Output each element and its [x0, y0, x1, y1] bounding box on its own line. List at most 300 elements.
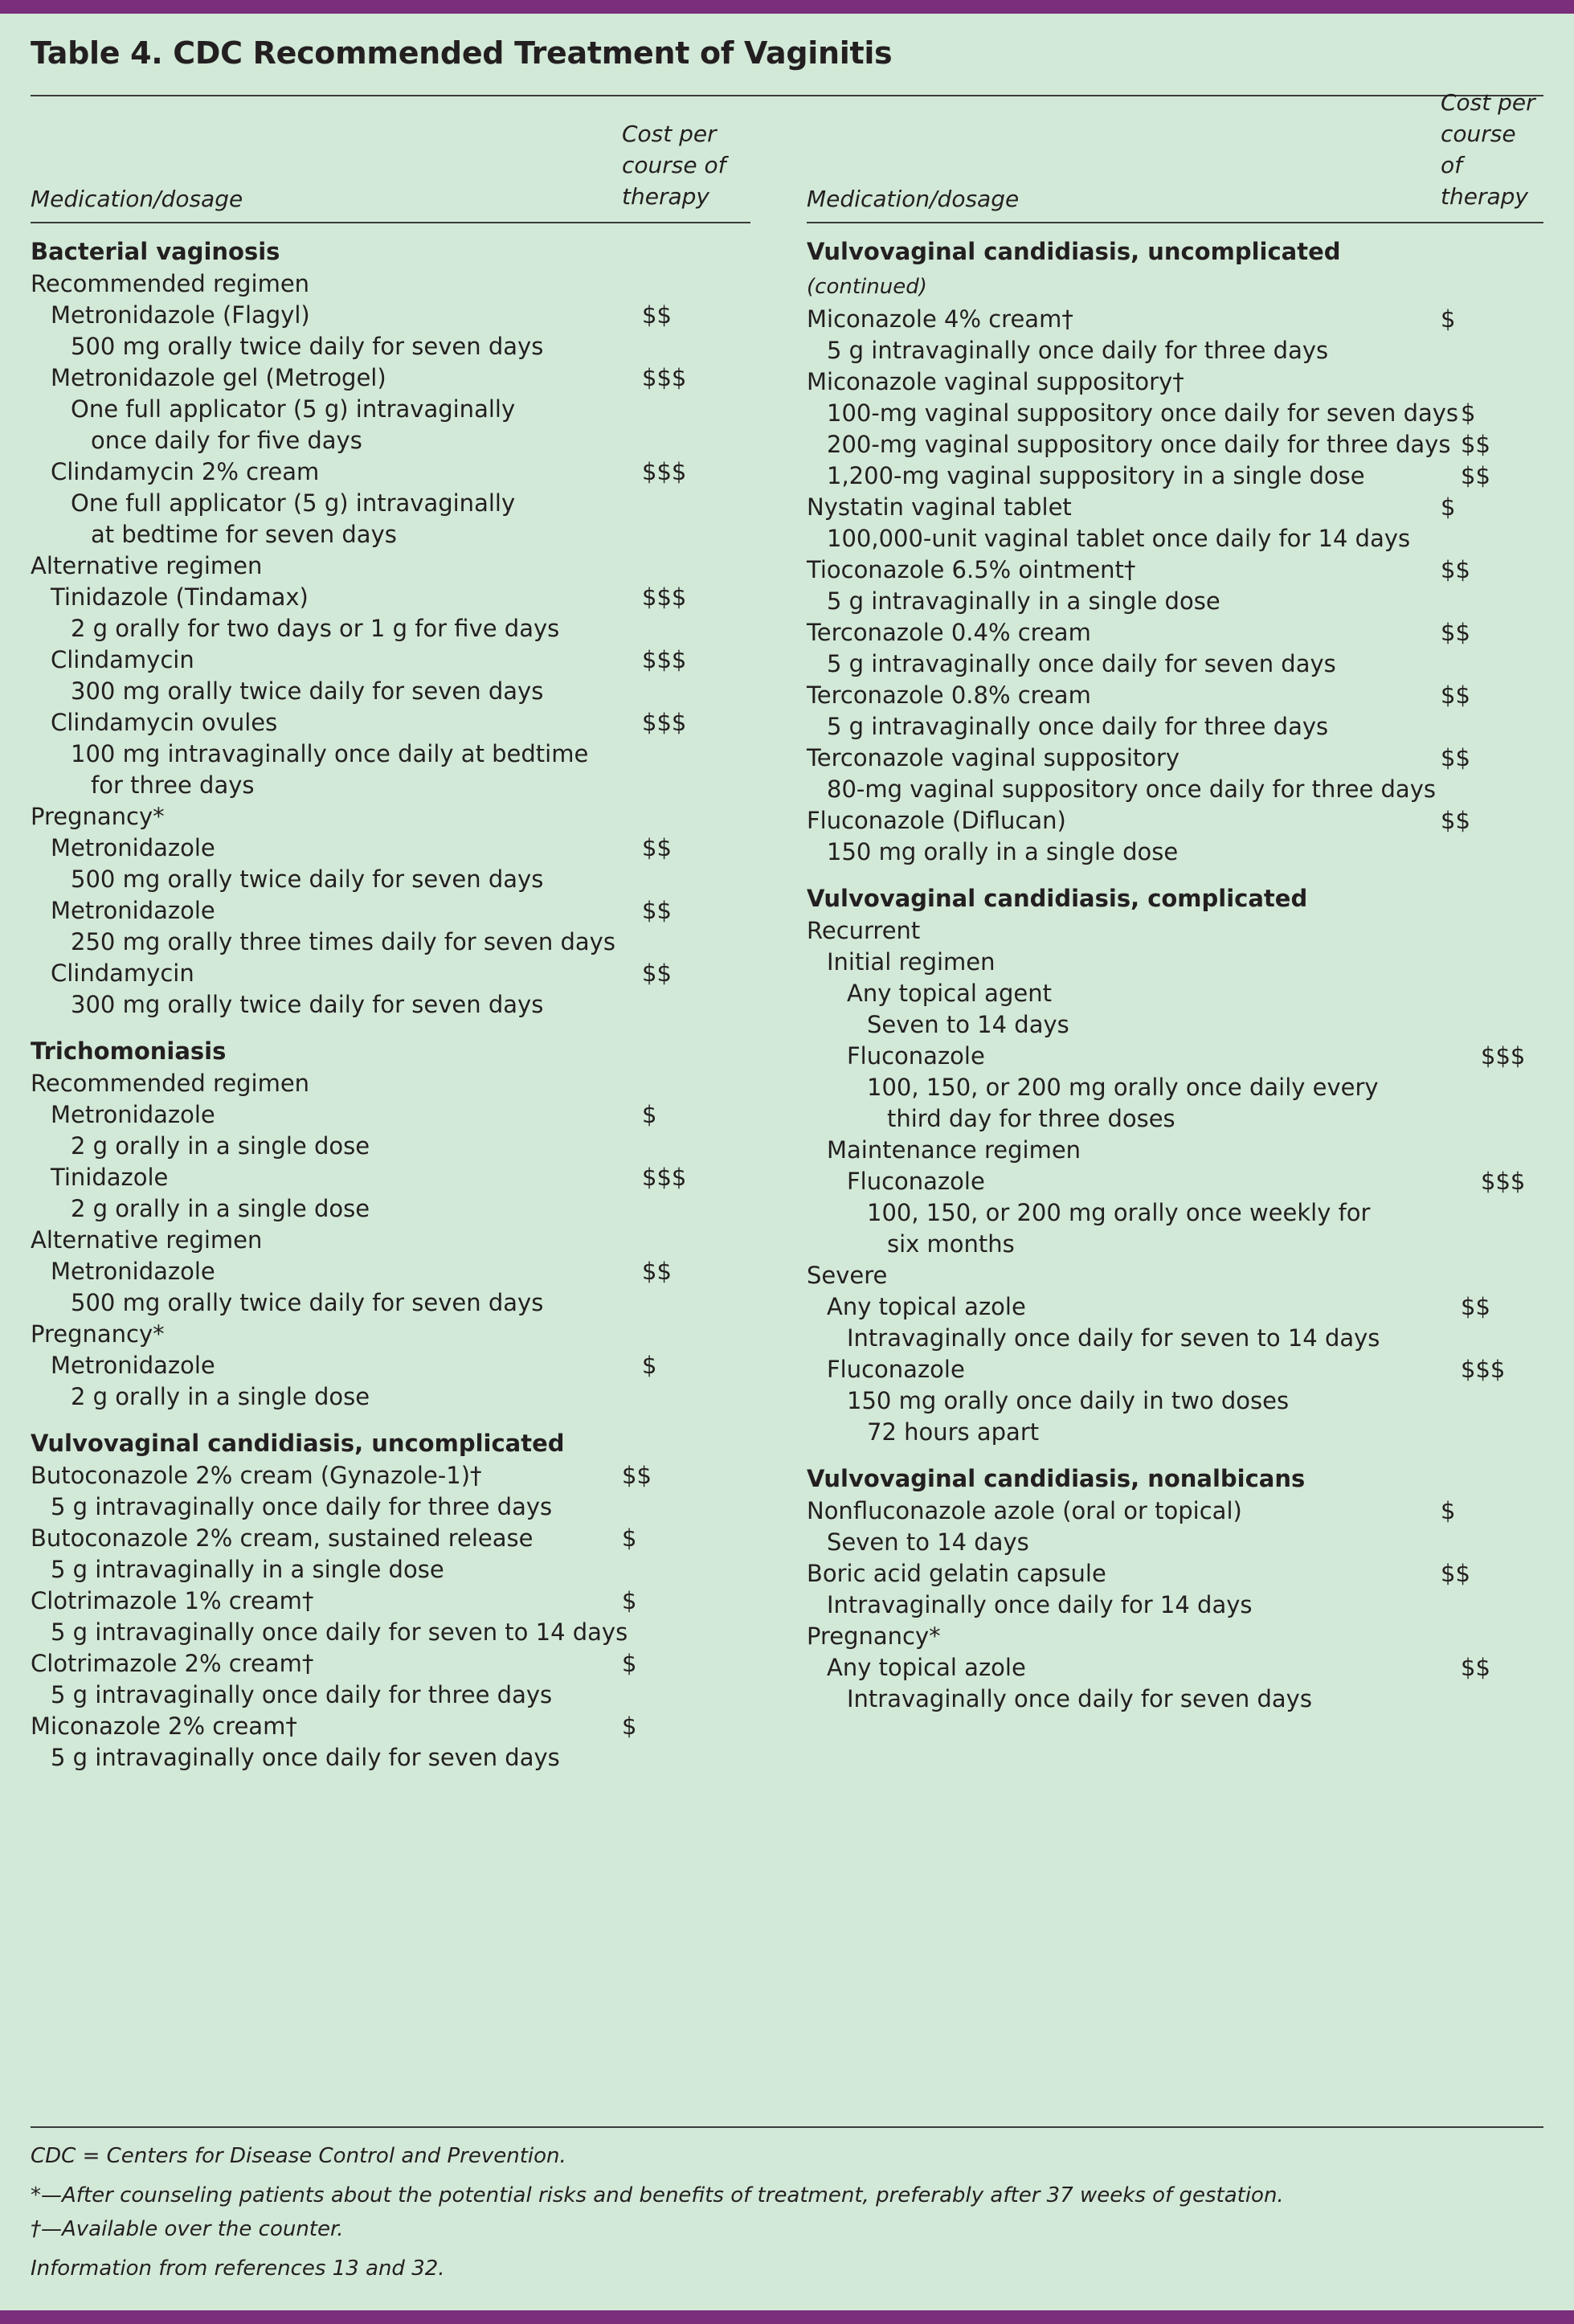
- medication-dosage-cell: [31, 801, 622, 833]
- cost-cell: [1521, 1103, 1543, 1135]
- medication-dosage-cell: [807, 586, 1461, 617]
- top-accent-bar: [0, 0, 1574, 14]
- medication-dosage-cell: [31, 1256, 642, 1287]
- table-row: [807, 1323, 1543, 1354]
- left-column: [31, 121, 750, 1774]
- medication-dosage-cell: [807, 1652, 1461, 1684]
- cost-cell: [1441, 1462, 1543, 1495]
- medication-dosage-cell: [31, 1617, 642, 1648]
- cell-text: 100-mg vaginal suppository once daily for seven days: [827, 399, 1459, 427]
- cell-text: Bacterial vaginosis: [31, 238, 280, 265]
- cost-cell: [662, 1131, 750, 1162]
- medication-dosage-cell: [807, 805, 1441, 837]
- table-row: [31, 1491, 750, 1523]
- cost-cell: [1521, 1229, 1543, 1260]
- table-row: [807, 837, 1543, 868]
- medication-dosage-cell: [807, 429, 1461, 460]
- medication-dosage-cell: [807, 978, 1481, 1009]
- cell-text: Intravaginally once daily for 14 days: [827, 1591, 1253, 1618]
- medication-dosage-cell: [31, 394, 662, 425]
- cost-cell: [662, 1381, 750, 1413]
- table-row: [807, 304, 1543, 335]
- table-row: [807, 1417, 1543, 1448]
- medication-dosage-cell: [807, 1558, 1441, 1590]
- cost-cell: $$$: [1481, 1042, 1526, 1070]
- cost-cell: [662, 927, 750, 958]
- cost-cell: [1441, 235, 1543, 304]
- table-row: [31, 394, 750, 425]
- table-row: [807, 711, 1543, 743]
- cell-text: for three days: [91, 771, 255, 799]
- cost-cell: $$: [1461, 431, 1490, 458]
- table-row: [31, 927, 750, 958]
- medication-dosage-cell: [807, 1621, 1441, 1652]
- cell-text: 2 g orally for two days or 1 g for five days: [71, 615, 560, 642]
- cost-cell: [662, 394, 750, 425]
- table-row: [31, 1460, 750, 1491]
- cell-text: Clindamycin: [51, 959, 194, 987]
- cost-cell: $$$: [642, 646, 687, 673]
- medication-dosage-cell: [31, 739, 662, 770]
- table-row: [807, 1041, 1543, 1072]
- cell-text: One full applicator (5 g) intravaginally: [71, 395, 516, 423]
- medication-dosage-cell: [807, 1166, 1481, 1197]
- cell-text: Boric acid gelatin capsule: [807, 1560, 1106, 1587]
- cell-text: 2 g orally in a single dose: [71, 1132, 370, 1160]
- medication-dosage-cell: [807, 1260, 1441, 1291]
- section-heading-label: [807, 882, 1441, 915]
- cell-text: once daily for five days: [91, 427, 362, 454]
- cost-cell: [662, 739, 750, 770]
- medication-dosage-cell: [807, 774, 1461, 805]
- medication-dosage-cell: [31, 1680, 642, 1711]
- cell-text: Butoconazole 2% cream (Gynazole-1)†: [31, 1462, 482, 1489]
- table-row: [31, 300, 750, 331]
- cost-cell: $$: [1441, 681, 1470, 709]
- medication-dosage-cell: [807, 1684, 1481, 1715]
- medication-dosage-cell: [31, 300, 642, 331]
- medication-dosage-cell: [807, 366, 1441, 398]
- medication-dosage-cell: [807, 1135, 1461, 1166]
- cost-cell: [622, 268, 750, 300]
- table-row: [807, 1229, 1543, 1260]
- table-row: [31, 801, 750, 833]
- cell-text: at bedtime for seven days: [91, 521, 397, 548]
- medication-dosage-cell: [807, 554, 1441, 586]
- medication-dosage-cell: [31, 1460, 622, 1491]
- cell-text: Seven to 14 days: [867, 1011, 1069, 1038]
- cell-text: Fluconazole: [847, 1168, 985, 1195]
- medication-dosage-cell: [31, 550, 622, 582]
- table-row: [807, 1652, 1543, 1684]
- cost-cell: $: [622, 1587, 637, 1614]
- cell-text: Pregnancy*: [31, 803, 165, 830]
- section-heading-label: [31, 1034, 622, 1068]
- cost-cell: $: [622, 1712, 637, 1740]
- medication-dosage-cell: [807, 335, 1461, 366]
- section-heading-label: [807, 1462, 1441, 1495]
- cost-header-line: Cost per: [1441, 89, 1535, 116]
- cost-cell: [1461, 586, 1543, 617]
- table-row: [807, 1590, 1543, 1621]
- medication-dosage-cell: [31, 1225, 622, 1256]
- cost-cell: [1461, 1135, 1543, 1166]
- medication-dosage-cell: [807, 743, 1441, 774]
- cost-cell: $: [642, 1101, 657, 1128]
- table-row: [31, 362, 750, 394]
- table-row: [807, 1197, 1543, 1229]
- table-row: [31, 770, 750, 801]
- medication-dosage-cell: [31, 613, 662, 644]
- cell-text: Metronidazole: [51, 1352, 215, 1379]
- cost-cell: [1481, 1323, 1543, 1354]
- cell-text: Nonfluconazole azole (oral or topical): [807, 1497, 1242, 1524]
- header-rule: [807, 222, 1543, 223]
- cell-text: Recommended regimen: [31, 270, 310, 297]
- cost-cell: $$$: [642, 458, 687, 485]
- medication-dosage-cell: [31, 331, 662, 362]
- cell-text: 200-mg vaginal suppository once daily for three days: [827, 431, 1451, 458]
- cost-cell: [622, 1225, 750, 1256]
- cost-cell: [1461, 1527, 1543, 1558]
- cost-header: [1441, 87, 1543, 212]
- cell-text: Pregnancy*: [807, 1622, 941, 1650]
- cost-header: [622, 118, 726, 212]
- medication-dosage-cell: [807, 837, 1461, 868]
- medication-dosage-cell: [807, 1009, 1501, 1041]
- cell-text: Butoconazole 2% cream, sustained release: [31, 1524, 534, 1552]
- table-row: [31, 488, 750, 519]
- cell-text: Intravaginally once daily for seven to 14 days: [847, 1324, 1380, 1352]
- cost-cell: [1441, 1260, 1543, 1291]
- cost-cell: $$: [642, 897, 672, 924]
- medication-dosage-cell: [31, 895, 642, 927]
- medication-dosage-cell: [31, 1648, 622, 1680]
- medication-dosage-cell: [31, 676, 662, 707]
- cost-cell: $$$: [642, 1164, 687, 1191]
- cell-text: Terconazole vaginal suppository: [807, 744, 1180, 771]
- table-row: [807, 774, 1543, 805]
- medication-dosage-cell: [807, 1229, 1521, 1260]
- cost-cell: [1461, 837, 1543, 868]
- table-row: [807, 1166, 1543, 1197]
- medication-dosage-cell: [31, 268, 622, 300]
- medication-dosage-cell: [807, 1197, 1501, 1229]
- bottom-accent-bar: [0, 2310, 1574, 2324]
- cell-text: third day for three doses: [887, 1105, 1175, 1132]
- cost-cell: [1461, 649, 1543, 680]
- table-row: [807, 1385, 1543, 1417]
- cost-cell: [1461, 711, 1543, 743]
- table-row: [31, 644, 750, 676]
- medication-dosage-cell: [807, 1417, 1501, 1448]
- cost-cell: $$$: [1461, 1356, 1506, 1383]
- medication-dosage-cell: [807, 617, 1441, 649]
- cell-text: 150 mg orally once daily in two doses: [847, 1387, 1290, 1414]
- cell-text: Fluconazole (Diflucan): [807, 807, 1066, 834]
- section-heading-label: [31, 1426, 622, 1460]
- table-row: [807, 805, 1543, 837]
- cell-text: 100, 150, or 200 mg orally once weekly for: [867, 1199, 1371, 1226]
- cell-text: Metronidazole (Flagyl): [51, 301, 310, 329]
- table-row: [31, 1617, 750, 1648]
- table-row: [807, 460, 1543, 492]
- cost-cell: $$: [1441, 807, 1470, 834]
- cell-text: Tinidazole: [51, 1164, 169, 1191]
- medication-dosage-cell: [31, 770, 682, 801]
- cost-cell: [1481, 1684, 1543, 1715]
- cost-cell: $$: [1441, 619, 1470, 646]
- cost-cell: [642, 1680, 750, 1711]
- table-row: [807, 554, 1543, 586]
- table-row: [31, 1099, 750, 1131]
- medication-dosage-cell: [31, 989, 662, 1021]
- table-row: [31, 1068, 750, 1099]
- cost-cell: $$: [1461, 462, 1490, 489]
- medication-dosage-cell: [31, 582, 642, 613]
- cost-cell: [1501, 1009, 1543, 1041]
- cell-text: Tioconazole 6.5% ointment†: [807, 556, 1136, 583]
- cell-text: 72 hours apart: [867, 1418, 1040, 1446]
- cost-header-line: course of: [1441, 121, 1516, 178]
- table-row: [31, 519, 750, 550]
- cell-text: 500 mg orally twice daily for seven days: [71, 333, 544, 360]
- cost-cell: $$: [642, 301, 672, 329]
- right-column: [807, 89, 1543, 1715]
- medication-dosage-cell: [31, 707, 642, 739]
- continued-note: (continued): [807, 275, 927, 299]
- table-row: [807, 1495, 1543, 1527]
- cell-text: 80-mg vaginal suppository once daily for three days: [827, 775, 1436, 803]
- medication-dosage-cell: [31, 864, 662, 895]
- cell-text: 5 g intravaginally once daily for seven days: [827, 650, 1336, 677]
- medication-dosage-cell: [807, 1527, 1461, 1558]
- table-row: [807, 1291, 1543, 1323]
- section-heading: [807, 235, 1543, 304]
- cell-text: Initial regimen: [827, 948, 996, 976]
- table-row: [31, 1131, 750, 1162]
- cell-text: Fluconazole: [827, 1356, 965, 1383]
- medication-dosage-cell: [31, 1287, 662, 1319]
- cost-cell: $$$: [1481, 1168, 1526, 1195]
- table-row: [31, 1162, 750, 1193]
- cost-cell: [622, 1319, 750, 1350]
- cell-text: Pregnancy*: [31, 1320, 165, 1348]
- table-row: [807, 1354, 1543, 1385]
- cost-cell: $: [622, 1650, 637, 1677]
- footnote-asterisk: *—After counseling patients about the potential risks and benefits of treatment, preferably after 37 weeks of gestation.: [31, 2183, 1284, 2207]
- cost-cell: [662, 1193, 750, 1225]
- cost-cell: [662, 1287, 750, 1319]
- cost-cell: $: [1461, 399, 1476, 427]
- cost-cell: $$: [622, 1462, 652, 1489]
- medication-dosage-cell: [807, 1590, 1461, 1621]
- table-row: [31, 1193, 750, 1225]
- cost-cell: [1501, 1417, 1543, 1448]
- cost-cell: [1441, 915, 1543, 947]
- table-row: [31, 456, 750, 488]
- cost-cell: $$: [1461, 1293, 1490, 1320]
- cell-text: 250 mg orally three times daily for seven days: [71, 928, 615, 955]
- table-row: [807, 649, 1543, 680]
- medication-dosage-cell: [31, 1099, 642, 1131]
- table-row: [31, 895, 750, 927]
- table-row: [807, 1103, 1543, 1135]
- medication-dosage-cell: [807, 1495, 1441, 1527]
- cell-text: Maintenance regimen: [827, 1136, 1081, 1164]
- cost-cell: $: [1441, 1497, 1456, 1524]
- medication-dosage-cell: [807, 1041, 1481, 1072]
- medication-dosage-cell: [31, 833, 642, 864]
- medication-dosage-cell: [31, 362, 642, 394]
- cell-text: Any topical agent: [847, 980, 1052, 1007]
- table-row: [31, 1319, 750, 1350]
- cost-cell: $: [642, 1352, 657, 1379]
- table-row: [807, 492, 1543, 523]
- cell-text: Miconazole 2% cream†: [31, 1712, 297, 1740]
- medication-dosage-cell: [31, 1742, 642, 1774]
- cell-text: Alternative regimen: [31, 552, 263, 579]
- cost-cell: $: [622, 1524, 637, 1552]
- section-heading-label: [807, 235, 1441, 304]
- cost-cell: [1461, 1590, 1543, 1621]
- cell-text: Severe: [807, 1262, 888, 1289]
- cell-text: Tinidazole (Tindamax): [51, 583, 309, 611]
- medication-header: Medication/dosage: [31, 186, 243, 212]
- table-row: [807, 398, 1543, 429]
- cell-text: Clindamycin 2% cream: [51, 458, 320, 485]
- footer-rule: [31, 2126, 1543, 2128]
- cost-cell: [622, 235, 750, 268]
- cost-cell: [622, 801, 750, 833]
- cell-text: six months: [887, 1230, 1015, 1258]
- title-rule: [31, 95, 1543, 96]
- cost-cell: $$$: [642, 364, 687, 391]
- table-row: [31, 739, 750, 770]
- cell-text: 5 g intravaginally once daily for seven days: [51, 1744, 560, 1771]
- cost-cell: [1461, 523, 1543, 554]
- medication-dosage-cell: [31, 519, 682, 550]
- cell-text: 5 g intravaginally once daily for three days: [827, 713, 1329, 740]
- cell-text: Metronidazole: [51, 897, 215, 924]
- table-row: [807, 617, 1543, 649]
- cell-text: Miconazole vaginal suppository†: [807, 368, 1184, 395]
- cell-text: Metronidazole: [51, 1101, 215, 1128]
- cell-text: Miconazole 4% cream†: [807, 305, 1073, 333]
- cell-text: 150 mg orally in a single dose: [827, 838, 1179, 865]
- table-row: [31, 1585, 750, 1617]
- medication-dosage-cell: [31, 1381, 662, 1413]
- medication-dosage-cell: [807, 1385, 1481, 1417]
- table-row: [31, 1256, 750, 1287]
- cost-cell: $$: [1441, 744, 1470, 771]
- cost-cell: [1441, 366, 1543, 398]
- cell-text: 5 g intravaginally once daily for seven to 14 days: [51, 1618, 628, 1646]
- medication-dosage-cell: [31, 1585, 622, 1617]
- table-row: [807, 947, 1543, 978]
- footnote-source: Information from references 13 and 32.: [31, 2256, 445, 2281]
- cell-text: Metronidazole: [51, 834, 215, 861]
- cost-cell: [622, 1068, 750, 1099]
- cell-text: 100,000-unit vaginal tablet once daily for 14 days: [827, 525, 1411, 552]
- table-row: [31, 833, 750, 864]
- medication-dosage-cell: [31, 1523, 622, 1554]
- table-row: [807, 1260, 1543, 1291]
- cost-cell: $$: [642, 1258, 672, 1285]
- footnote-dagger: †—Available over the counter.: [31, 2217, 344, 2241]
- cell-text: One full applicator (5 g) intravaginally: [71, 489, 516, 517]
- right-rows: [807, 235, 1543, 1715]
- cell-text: Trichomoniasis: [31, 1037, 227, 1065]
- cell-text: 5 g intravaginally in a single dose: [51, 1556, 444, 1583]
- table-row: [807, 366, 1543, 398]
- medication-dosage-cell: [31, 1711, 622, 1742]
- medication-dosage-cell: [31, 456, 642, 488]
- cost-cell: [1461, 947, 1543, 978]
- cost-cell: [662, 488, 750, 519]
- medication-dosage-cell: [807, 1103, 1521, 1135]
- table-row: [807, 1072, 1543, 1103]
- table-row: [31, 613, 750, 644]
- cost-cell: [1481, 978, 1543, 1009]
- cell-text: Metronidazole: [51, 1258, 215, 1285]
- table-row: [807, 335, 1543, 366]
- medication-dosage-cell: [807, 523, 1461, 554]
- cost-cell: [1481, 1385, 1543, 1417]
- cost-cell: [642, 1742, 750, 1774]
- medication-dosage-cell: [807, 1354, 1461, 1385]
- medication-dosage-cell: [31, 927, 662, 958]
- cost-cell: $$: [642, 834, 672, 861]
- cell-text: 1,200-mg vaginal suppository in a single dose: [827, 462, 1365, 489]
- table-row: [31, 707, 750, 739]
- table-row: [31, 425, 750, 456]
- cell-text: Terconazole 0.4% cream: [807, 619, 1091, 646]
- cost-cell: $$: [1441, 556, 1470, 583]
- medication-dosage-cell: [31, 1319, 622, 1350]
- medication-header: Medication/dosage: [807, 186, 1020, 212]
- left-column-header: [31, 121, 750, 222]
- table-row: [31, 1711, 750, 1742]
- medication-dosage-cell: [31, 1068, 622, 1099]
- medication-dosage-cell: [31, 1193, 662, 1225]
- cell-text: 5 g intravaginally once daily for three days: [51, 1681, 553, 1708]
- medication-dosage-cell: [31, 958, 642, 989]
- cost-cell: $$: [1441, 1560, 1470, 1587]
- cell-text: Nystatin vaginal tablet: [807, 493, 1072, 521]
- medication-dosage-cell: [31, 488, 662, 519]
- section-heading: [807, 1462, 1543, 1495]
- table-row: [31, 582, 750, 613]
- table-title: Table 4. CDC Recommended Treatment of Vaginitis: [31, 35, 893, 71]
- left-rows: [31, 235, 750, 1774]
- medication-dosage-cell: [807, 947, 1461, 978]
- cost-cell: [662, 989, 750, 1021]
- cost-cell: [1501, 1197, 1543, 1229]
- table-row: [31, 1554, 750, 1585]
- table-row: [31, 1381, 750, 1413]
- right-column-header: [807, 89, 1543, 222]
- cost-cell: [662, 613, 750, 644]
- table-row: [807, 978, 1543, 1009]
- medication-dosage-cell: [807, 1323, 1481, 1354]
- cost-cell: $: [1441, 493, 1456, 521]
- cost-header-line: Cost per: [622, 121, 717, 147]
- cost-cell: $: [1441, 305, 1456, 333]
- cell-text: Seven to 14 days: [827, 1528, 1029, 1556]
- cost-cell: $$: [642, 959, 672, 987]
- cost-cell: $$: [1461, 1654, 1490, 1681]
